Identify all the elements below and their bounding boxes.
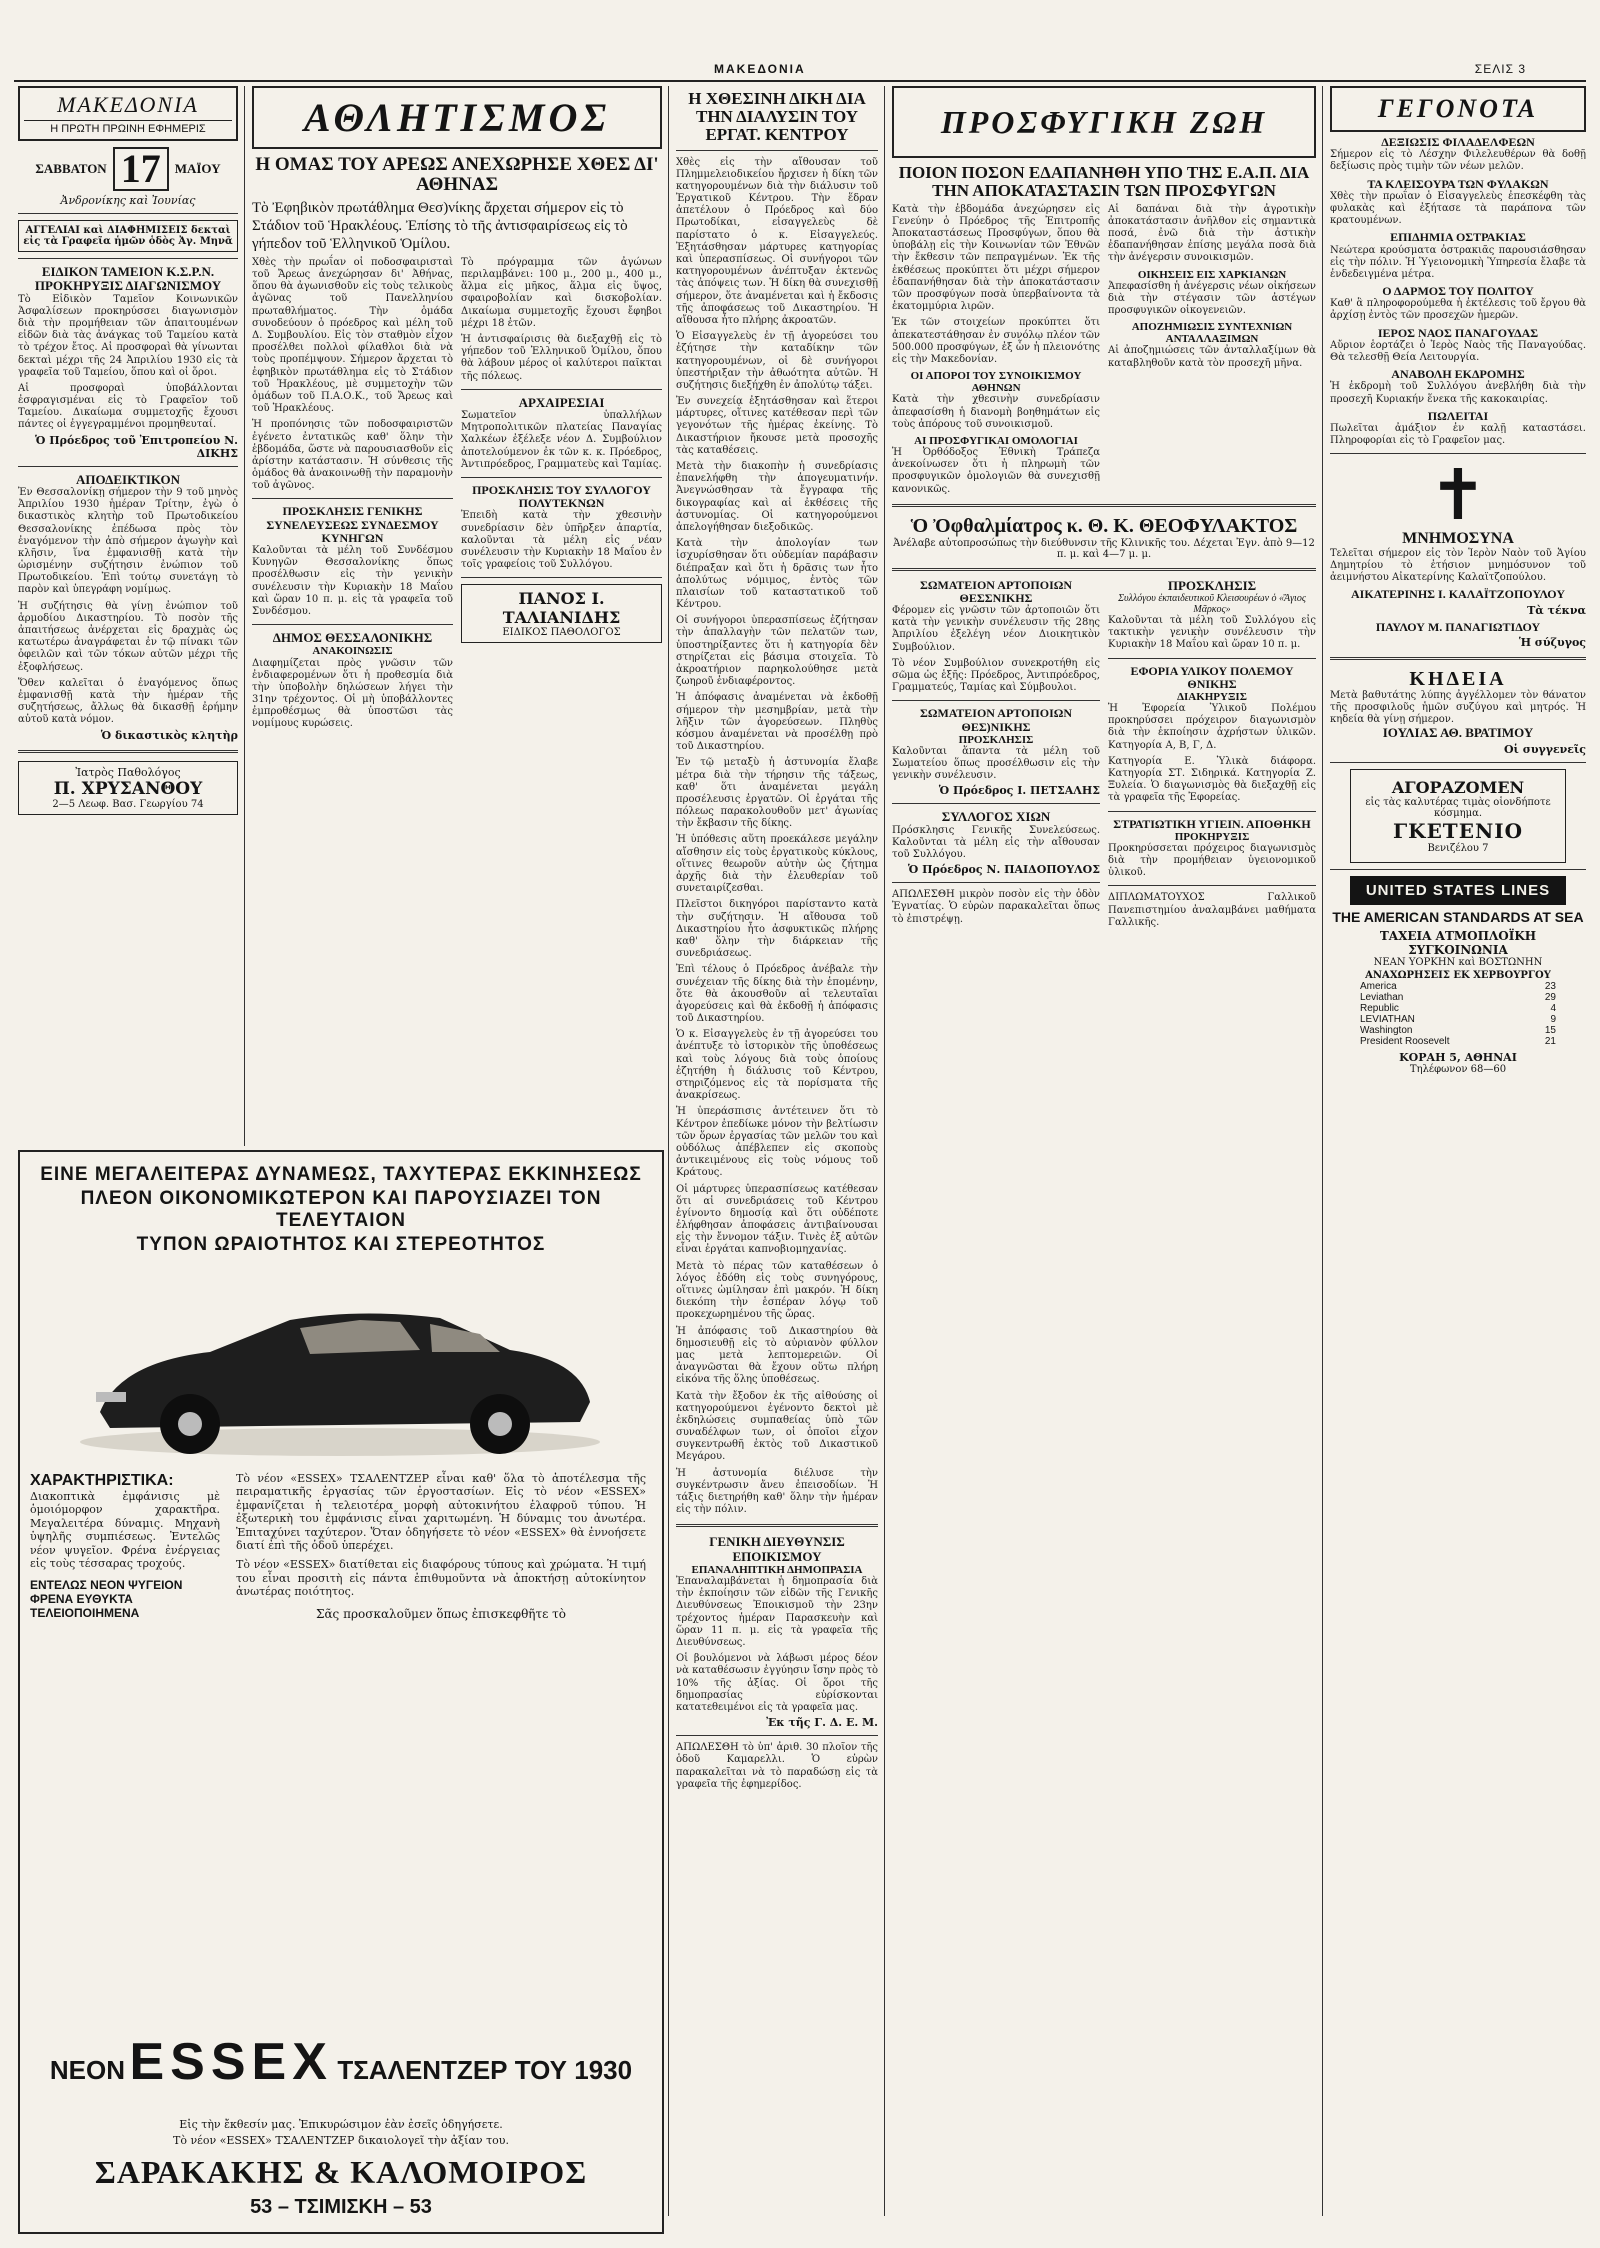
sports-lead: Τὸ Ἐφηβικὸν πρωτάθλημα Θεσ)νίκης ἄρχεται σήμερον εἰς τὸ Στάδιον τοῦ Ἡρακλέους. Ἐπίσης τὸ τῆς ἀντισφαιρίσεως εἰς τὸ γήπεδον τοῦ Ἑλληνικοῦ Ὁμίλου. — [252, 199, 628, 252]
usl-ship-name: Washington — [1360, 1024, 1413, 1036]
ephoria-heading: ΓΕΝΙΚΗ ΔΙΕΥΘΥΝΣΙΣ ΕΠΟΙΚΙΣΜΟΥ — [709, 1534, 845, 1564]
doctor-title: Ἰατρὸς Παθολόγος — [75, 765, 181, 779]
doctor-address: 2—5 Λεωφ. Βασ. Γεωργίου 74 — [52, 798, 204, 810]
funeral-body: Μετὰ βαθυτάτης λύπης ἀγγέλλομεν τὸν θάνατον τῆς προσφιλοῦς ἡμῶν συζύγου καὶ μητρός. Ἡ κηδεία θὰ γίνῃ σήμερον. — [1330, 689, 1586, 726]
diplomat-notice: ΔΙΠΛΩΜΑΤΟΥΧΟΣ Γαλλικοῦ Πανεπιστημίου ἀναλαμβάνει μαθήματα Γαλλικῆς. — [1108, 892, 1316, 928]
column-rule — [668, 86, 669, 2216]
essex-foot1: Εἰς τὴν ἔκθεσίν μας. Ἐπικυρώσιμον ἐὰν ἐσεῖς ὁδηγήσετε. — [179, 2118, 503, 2131]
column-rule — [1322, 86, 1323, 2216]
essex-copy-block: Τὸ νέον «ESSEX» ΤΣΑΛΕΝΤΖΕΡ εἶναι καθ' ὅλα τὸ ἀποτέλεσμα τῆς πειραματικῆς ἐργασίας τῶν ἐργοστασίων. Εἰς τὸ νέον «ESSEX» ἐμφανίζεται ἡ τελειοτέρα μορφὴ αὐτοκινήτου ἐλαφροῦ τύπου. Ἡ ἐξωτερικὴ του ἐμφάνισις εἶναι χαριτωμένη. Ἡ δύναμις του ἀνωτέρα. Ἐπιταχύνει ταχύτερον. Ὅταν ὁδηγήσετε τὸ νέον «ESSEX» θὰ ἐννοήσετε διατί ἐπὶ τῆς ὁδοῦ ὑπερέχει. Τὸ νέον «ESSEX» διατίθεται εἰς διαφόρους τύπους καὶ χρώματα. Ἡ τιμή του εἶναι προσιτὴ εἰς πάντα ἐπιθυμοῦντα νὰ ἀποκτήσῃ αὐτοκίνητον ἀνωτέρας ποιότητος. Σᾶς προσκαλοῦμεν ὅπως ἐπισκεφθῆτε τὸ — [236, 1472, 646, 1621]
memorial-sign1: Τὰ τέκνα — [1527, 603, 1586, 617]
competition-signature: Ὁ Πρόεδρος τοῦ Ἐπιτροπείου Ν. ΔΙΚΗΣ — [35, 433, 238, 460]
news-item2-heading: ΤΑ ΚΛΕΙΣΟΥΡΑ ΤΩΝ ΦΥΛΑΚΩΝ — [1367, 176, 1549, 191]
buy-name: ΓΚΕΤΕΝΙΟ — [1392, 818, 1523, 843]
essex-car-ad — [18, 1150, 664, 2234]
news-item5-body: Αὔριον ἑορτάζει ὁ Ἱερὸς Ναὸς τῆς Παναγούδας. Θὰ τελεσθῇ Θεία Λειτουργία. — [1330, 339, 1586, 363]
masthead-tagline: Η ΠΡΩΤΗ ΠΡΩΙΝΗ ΕΦΗΜΕΡΙΣ — [24, 120, 232, 135]
refugees-banner: ΠΡΟΣΦΥΓΙΚΗ ΖΩΗ — [892, 86, 1316, 158]
doctor2-ad — [461, 584, 662, 643]
memorial-body: Τελεῖται σήμερον εἰς τὸν Ἱερὸν Ναὸν τοῦ Ἁγίου Δημητρίου τὸ ἐτήσιον μνημόσυνον τοῦ ἀειμνήστου Αἰκατερίνης Καλαϊτζοπούλου. — [1330, 547, 1586, 584]
essex-dealer-address: 53 – ΤΣΙΜΙΣΚΗ – 53 — [250, 2196, 432, 2218]
doctor2-name: ΠΑΝΟΣ Ι. ΤΑΛΙΑΝΙΔΗΣ — [502, 589, 621, 628]
essex-headline — [20, 1152, 662, 1256]
refugees-sub3-body: Ἀπεφασίσθη ἡ ἀνέγερσις νέων οἰκήσεων διὰ τὴν στέγασιν τῶν ἀστέγων προσφυγικῶν οἰκογενειῶν. — [1108, 280, 1316, 317]
left-column: ΜΑΚΕΔΟΝΙΑ Η ΠΡΩΤΗ ΠΡΩΙΝΗ ΕΦΗΜΕΡΙΣ ΣΑΒΒΑΤΟΝ 17 ΜΑΪΟΥ Ἀνδρονίκης καὶ Ἰουνίας ΑΓΓΕΛΙΑΙ καὶ ΔΙΑΦΗΜΙΣΕΙΣ δεκταὶ εἰς τὰ Γραφεῖα ἡμῶν ὁδὸς Ἀγ. Μηνᾶ ΕΙΔΙΚΟΝ ΤΑΜΕΙΟΝ Κ.Σ.Ρ.Ν. ΠΡΟΚΗΡΥΞΙΣ ΔΙΑΓΩΝΙΣΜΟΥ Τὸ Εἰδικὸν Ταμεῖον Κοινωνικῶν Ἀσφαλίσεων προκηρύσσει διαγωνισμὸν διὰ τὴν προμήθειαν τῶν ἀπαιτουμένων εἰδῶν διὰ τὰς ἀνάγκας τοῦ Ταμείου κατὰ τὸ τρέχον ἔτος. Αἱ προσφοραὶ θὰ γίνωνται δεκταὶ μέχρι τῆς 24 Ἀπριλίου 1930 εἰς τὰ γραφεῖα τοῦ Ταμείου, ὅπου καὶ οἱ ὅροι. Αἱ προσφοραὶ ὑποβάλλονται ἐσφραγισμέναι εἰς τὸ Γραφεῖον τοῦ Ταμείου. Δικαίωμα συμμετοχῆς ἔχουσι πάντες οἱ ἐγγεγραμμένοι προμηθευταί. Ὁ Πρόεδρος τοῦ Ἐπιτροπείου Ν. ΔΙΚΗΣ ΑΠΟΔΕΙΚΤΙΚΟΝ Ἐν Θεσσαλονίκῃ σήμερον τὴν 9 τοῦ μηνὸς Ἀπριλίου 1930 ἡμέραν Τρίτην, ἐγὼ ὁ δικαστικὸς κλητὴρ τοῦ Πρωτοδικείου Θεσσαλονίκης ἐπέδωσα πρὸς τὸν ἐναγόμενον τὴν ἀπὸ σήμερον ἀγωγὴν καὶ κλῆσιν, ἵνα ἐμφανισθῇ κατὰ τὴν ὡρισμένην συζήτησιν ἐνώπιον τοῦ Πρωτοδικείου. Ἐπὶ τούτῳ συνετάγη τὸ παρὸν καὶ ὑπεγράφη νομίμως. Ἡ συζήτησις θὰ γίνῃ ἐνώπιον τοῦ ἁρμοδίου Δικαστηρίου. Τὸ ποσὸν τῆς ἀπαιτήσεως ἀνέρχεται εἰς δραχμὰς ὡς κατωτέρω ἀναγράφεται ἐν τῷ πίνακι τῶν ὀφειλῶν καὶ τῶν τόκων αὐτῶν μέχρι τῆς ἐξοφλήσεως. Ὅθεν καλεῖται ὁ ἐναγόμενος ὅπως ἐμφανισθῇ κατὰ τὴν ἡμέραν τῆς συζητήσεως, ἄλλως θὰ δικασθῇ ἐρήμην αὐτοῦ κατὰ νόμον. Ὁ δικαστικὸς κλητὴρ Ἰατρὸς Παθολόγος Π. ΧΡΥΣΑΝΘΟΥ 2—5 Λεωφ. Βασ. Γεωργίου 74 — [18, 86, 238, 1146]
issue-month: ΜΑΪΟΥ — [174, 161, 221, 176]
judicial-body: Ἐν Θεσσαλονίκῃ σήμερον τὴν 9 τοῦ μηνὸς Ἀπριλίου 1930 ἡμέραν Τρίτην, ἐγὼ ὁ δικαστικὸς κλητὴρ τοῦ Πρωτοδικείου Θεσσαλονίκης ἐπέδωσα πρὸς τὸν ἐναγόμενον τὴν ἀπὸ σήμερον ἀγωγὴν καὶ κλῆσιν, ἵνα ἐμφανισθῇ κατὰ τὴν ὡρισμένην συζήτησιν ἐνώπιον τοῦ Πρωτοδικείου. Ἐπὶ τούτῳ συνετάγη τὸ παρὸν καὶ ὑπεγράφη νομίμως. — [18, 486, 238, 596]
news-item2-body: Χθὲς τὴν πρωΐαν ὁ Εἰσαγγελεὺς ἐπεσκέφθη τὰς φυλακὰς καὶ ἐξήτασε τὰ παράπονα τῶν κρατουμένων. — [1330, 190, 1586, 227]
issue-day: 17 — [113, 147, 169, 191]
bakers2-signature: Ὁ Πρόεδρος Ι. ΠΕΤΣΑΛΗΣ — [938, 784, 1100, 798]
doctor2-title: ΕΙΔΙΚΟΣ ΠΑΘΟΛΟΓΟΣ — [502, 627, 621, 639]
municipal-heading: ΔΗΜΟΣ ΘΕΣΣΑΛΟΝΙΚΗΣ — [272, 630, 433, 646]
refugees-sub4-body: Αἱ ἀποζημιώσεις τῶν ἀνταλλαξίμων θὰ καταβληθοῦν κατὰ τὸν προσεχῆ μῆνα. — [1108, 345, 1316, 369]
usl-ship-date: 9 — [1550, 1013, 1556, 1025]
military-heading: ΣΤΡΑΤΙΩΤΙΚΗ ΥΓΙΕΙΝ. ΑΠΟΘΗΚΗ — [1113, 816, 1311, 831]
news-item3-body: Νεώτερα κρούσματα ὀστρακιᾶς παρουσιάσθησαν εἰς τὴν πόλιν. Ἡ Ὑγειονομικὴ Ὑπηρεσία ἔλαβε τὰ ἐνδεδειγμένα μέτρα. — [1330, 244, 1586, 280]
refugees-column: ΠΡΟΣΦΥΓΙΚΗ ΖΩΗ ΠΟΙΟΝ ΠΟΣΟΝ ΕΔΑΠΑΝΗΘΗ ΥΠΟ ΤΗΣ Ε.Α.Π. ΔΙΑ ΤΗΝ ΑΠΟΚΑΤΑΣΤΑΣΙΝ ΤΩΝ ΠΡΟΣΦΥΓΩΝ Κατὰ τὴν ἑβδομάδα ἀνεχώρησεν εἰς Γενεύην ὁ Πρόεδρος τῆς Ἐπιτροπῆς Ἀποκαταστάσεως Προσφύγων, ὅπου θὰ ὑποβάλῃ εἰς τὴν Κοινωνίαν τῶν Ἐθνῶν τὴν ἔκθεσιν τῶν πεπραγμένων. Ἐκ τῆς ἐκθέσεως προκύπτει ὅτι μέχρι σήμερον ἐδαπανήθησαν διὰ τὴν ἀποκατάστασιν τῶν προσφύγων ποσὰ ὑπερβαίνοντα τὰ ἑκατομμύρια λιρῶν. Ἐκ τῶν στοιχείων προκύπτει ὅτι ἀπεκατεστάθησαν ἐν συνόλῳ πλέον τῶν 500.000 προσφύγων, ἐξ ὧν ἡ πλειονότης εἰς τὴν Μακεδονίαν. ΟΙ ΑΠΟΡΟΙ ΤΟΥ ΣΥΝΟΙΚΙΣΜΟΥ ΑΘΗΝΩΝ Κατὰ τὴν χθεσινὴν συνεδρίασιν ἀπεφασίσθη ἡ διανομὴ βοηθημάτων εἰς τοὺς ἀπόρους τοῦ συνοικισμοῦ. ΑΙ ΠΡΟΣΦΥΓΙΚΑΙ ΟΜΟΛΟΓΙΑΙ Ἡ Ὀρθόδοξος Ἐθνικὴ Τράπεζα ἀνεκοίνωσεν ὅτι ἡ πληρωμὴ τῶν προσφυγικῶν ὁμολογιῶν θὰ συνεχισθῇ κανονικῶς. Αἱ δαπάναι διὰ τὴν ἀγροτικὴν ἀποκατάστασιν ἀνῆλθον εἰς σημαντικὰ ποσά, ἐνῶ διὰ τὴν ἀστικὴν ἐδαπανήθησαν ἐπίσης μεγάλα ποσὰ διὰ τὴν ἀνέγερσιν συνοικισμῶν. ΟΙΚΗΣΕΙΣ ΕΙΣ ΧΑΡΚΙΑΝΩΝ Ἀπεφασίσθη ἡ ἀνέγερσις νέων οἰκήσεων διὰ τὴν στέγασιν τῶν ἀστέγων προσφυγικῶν οἰκογενειῶν. ΑΠΟΖΗΜΙΩΣΙΣ ΣΥΝΤΕΧΝΙΩΝ ΑΝΤΑΛΛΑΞΙΜΩΝ Αἱ ἀποζημιώσεις τῶν ἀνταλλαξίμων θὰ καταβληθοῦν κατὰ τὸν προσεχῆ μῆνα. Ὁ Ὀφθαλμίατρος κ. Θ. Κ. ΘΕΟΦΥΛΑΚΤΟΣ Ἀνέλαβε αὐτοπροσώπως τὴν διεύθυνσιν τῆς Κλινικῆς του. Δέχεται Ἐγν. ἀπὸ 9—12 π. μ. καὶ 4—7 μ. μ. ΣΩΜΑΤΕΙΟΝ ΑΡΤΟΠΟΙΩΝ ΘΕΣΣΝΙΚΗΣ Φέρομεν εἰς γνῶσιν τῶν ἀρτοποιῶν ὅτι κατὰ τὴν γενικὴν συνέλευσιν τῆς 28ης Ἀπριλίου ἐξελέγη νέον Διοικητικὸν Συμβούλιον. Τὸ νέον Συμβούλιον συνεκροτήθη εἰς σῶμα ὡς ἑξῆς: Πρόεδρος, Ἀντιπρόεδρος, Γραμματεύς, Ταμίας καὶ Σύμβουλοι. ΣΩΜΑΤΕΙΟΝ ΑΡΤΟΠΟΙΩΝ ΘΕΣ)ΝΙΚΗΣ ΠΡΟΣΚΛΗΣΙΣ Καλοῦνται ἅπαντα τὰ μέλη τοῦ Σωματείου ὅπως προσέλθωσιν εἰς τὴν γενικὴν συνέλευσιν. Ὁ Πρόεδρος Ι. ΠΕΤΣΑΛΗΣ ΣΥΛΛΟΓΟΣ ΧΙΩΝ Πρόσκλησις Γενικῆς Συνελεύσεως. Καλοῦνται τὰ μέλη εἰς τὴν αἴθουσαν τοῦ Συλλόγου. Ὁ Πρόεδρος Ν. ΠΑΙΔΟΠΟΥΛΟΣ ΑΠΩΛΕΣΘΗ μικρὸν ποσὸν εἰς τὴν ὁδὸν Ἐγνατίας. Ὁ εὑρὼν παρακαλεῖται ὅπως τὸ ἐπιστρέψῃ. ΠΡΟΣΚΛΗΣΙΣ Συλλόγου ἐκπαιδευτικοῦ Κλεισουρέων ὁ «Ἅγιος Μᾶρκος» Καλοῦνται τὰ μέλη τοῦ Συλλόγου εἰς τακτικὴν γενικὴν συνέλευσιν τὴν Κυριακὴν 18 Μαΐου καὶ ὥραν 10 π. μ. ΕΦΟΡΙΑ ΥΛΙΚΟΥ ΠΟΛΕΜΟΥ ΘΝΙΚΗΣ ΔΙΑΚΗΡΥΞΙΣ Ἡ Ἐφορεία Ὑλικοῦ Πολέμου προκηρύσσει πρόχειρον διαγωνισμὸν διὰ τὴν ἐκποίησιν ἀχρήστων ὑλικῶν. Κατηγορία Α, Β, Γ, Δ. Κατηγορία Ε. Ὑλικὰ διάφορα. Κατηγορία ΣΤ. Σιδηρικά. Κατηγορία Ζ. Ξυλεία. Ὁ διαγωνισμὸς θὰ διεξαχθῇ εἰς τὰ γραφεῖα τῆς Ἐφορείας. ΣΤΡΑΤΙΩΤΙΚΗ ΥΓΙΕΙΝ. ΑΠΟΘΗΚΗ ΠΡΟΚΗΡΥΞΙΣ Προκηρύσσεται πρόχειρος διαγωνισμὸς διὰ τὴν προμήθειαν ὑγειονομικοῦ ὑλικοῦ. ΔΙΠΛΩΜΑΤΟΥΧΟΣ Γαλλικοῦ Πανεπιστημίου ἀναλαμβάνει μαθήματα Γαλλικῆς. — [892, 86, 1316, 2216]
military-subheading: ΠΡΟΚΗΡΥΞΙΣ — [1174, 830, 1250, 843]
buy-body: εἰς τὰς καλυτέρας τιμὰς οἱονδήποτε κόσμημα. — [1365, 796, 1551, 819]
news-item7-heading: ΠΩΛΕΙΤΑΙ — [1427, 408, 1489, 423]
bakers2-subheading: ΠΡΟΣΚΛΗΣΙΣ — [958, 733, 1034, 746]
usl-ship-date: 4 — [1550, 1002, 1556, 1014]
usl-ship-row — [1360, 1014, 1556, 1025]
usl-agent: ΚΟΡΑΗ 5, ΑΘΗΝΑΙ — [1399, 1050, 1517, 1064]
running-head — [14, 60, 1586, 82]
usl-telephone: Τηλέφωνον 68—60 — [1409, 1063, 1507, 1075]
archaeresiai-body: Σωματεῖον ὑπαλλήλων Μητροπολιτικῶν πλατείας Παναγίας Χαλκέων ἐξέλεξε νέον Δ. Συμβούλιον ἀποτελούμενον ἐκ τῶν κ. κ. Πρόεδρος, Ἀντιπρόεδρος, Γραμματεὺς καὶ Ταμίας. — [461, 410, 662, 470]
chios-body: Πρόσκλησις Γενικῆς Συνελεύσεως. Καλοῦνται τὰ μέλη εἰς τὴν αἴθουσαν τοῦ Συλλόγου. — [892, 824, 1100, 861]
apoleia-notice: ΑΠΩΛΕΣΘΗ μικρὸν ποσὸν εἰς τὴν ὁδὸν Ἐγνατίας. Ὁ εὑρὼν παρακαλεῖται ὅπως τὸ ἐπιστρέψῃ. — [892, 889, 1100, 925]
issue-weekday: ΣΑΒΒΑΤΟΝ — [35, 161, 107, 176]
buy-address: Βενιζέλου 7 — [1427, 842, 1489, 854]
usl-ship-row — [1360, 992, 1556, 1003]
cross-icon: ✝ — [1428, 454, 1488, 537]
issue-feast: Ἀνδρονίκης καὶ Ἰουνίας — [60, 194, 196, 207]
usl-ship-name: President Roosevelt — [1360, 1035, 1450, 1047]
issue-date — [18, 147, 238, 191]
column-rule — [244, 86, 245, 1146]
essex-dealer: ΣΑΡΑΚΑΚΗΣ & ΚΑΛΟΜΟΙΡΟΣ — [94, 2154, 588, 2190]
chios-heading: ΣΥΛΛΟΓΟΣ ΧΙΩΝ — [941, 809, 1051, 825]
bakers-body: Φέρομεν εἰς γνῶσιν τῶν ἀρτοποιῶν ὅτι κατὰ τὴν γενικὴν συνέλευσιν τῆς 28ης Ἀπριλίου ἐξελέγη νέον Διοικητικὸν Συμβούλιον. — [892, 605, 1100, 653]
doctor-name: Π. ΧΡΥΣΑΝΘΟΥ — [53, 778, 203, 799]
bakers2-body: Καλοῦνται ἅπαντα τὰ μέλη τοῦ Σωματείου ὅπως προσέλθωσιν εἰς τὴν γενικὴν συνέλευσιν. — [892, 745, 1100, 782]
essex-perfected: ΤΕΛΕΙΟΠΟΙΗΜΕΝΑ — [30, 1606, 140, 1621]
buy-title: ΑΓΟΡΑΖΟΜΕΝ — [1391, 777, 1525, 797]
news-item4-body: Καθ' ἃ πληροφορούμεθα ἡ ἐκτέλεσις τοῦ ἔργου θὰ ἀρχίσῃ ἐντὸς τῶν προσεχῶν ἡμερῶν. — [1330, 298, 1586, 322]
news-item1-heading: ΔΕΞΙΩΣΙΣ ΦΙΛΑΔΕΛΦΕΩΝ — [1381, 135, 1535, 149]
usl-sub: ΝΕΑΝ ΥΟΡΚΗΝ καὶ ΒΟΣΤΩΝΗΝ — [1373, 956, 1543, 968]
invite2-subheading: Συλλόγου ἐκπαιδευτικοῦ Κλεισουρέων ὁ «Ἅγιος Μᾶρκος» — [1118, 593, 1306, 616]
news-item5-heading: ΙΕΡΟΣ ΝΑΟΣ ΠΑΝΑΓΟΥΔΑΣ — [1377, 325, 1539, 340]
usl-ship-name: LEVIATHAN — [1360, 1013, 1415, 1025]
usl-ship-date: 29 — [1544, 991, 1556, 1003]
running-head-title: ΜΑΚΕΔΟΝΙΑ — [714, 62, 806, 76]
refugees-sub3: ΟΙΚΗΣΕΙΣ ΕΙΣ ΧΑΡΚΙΑΝΩΝ — [1137, 268, 1287, 281]
news-column — [1330, 86, 1586, 2216]
ephoria2-heading: ΕΦΟΡΙΑ ΥΛΙΚΟΥ ΠΟΛΕΜΟΥ ΘΝΙΚΗΣ — [1130, 663, 1294, 691]
doctor-ad — [18, 761, 238, 815]
competition-heading: ΕΙΔΙΚΟΝ ΤΑΜΕΙΟΝ Κ.Σ.Ρ.Ν. ΠΡΟΚΗΡΥΞΙΣ ΔΙΑΓΩΝΙΣΜΟΥ — [34, 264, 222, 294]
usl-ship-date: 23 — [1544, 980, 1556, 992]
usl-departures-label: ΑΝΑΧΩΡΗΣΕΙΣ ΕΚ ΧΕΡΒΟΥΡΓΟΥ — [1365, 969, 1551, 981]
news-item1-body: Σήμερον εἰς τὸ Λέσχην Φιλελευθέρων θὰ δοθῇ δεξίωσις πρὸς τιμὴν τῶν νέων μελῶν. — [1330, 149, 1586, 173]
refugees-sub1-body: Κατὰ τὴν χθεσινὴν συνεδρίασιν ἀπεφασίσθη ἡ διανομὴ βοηθημάτων εἰς τοὺς ἀπόρους τοῦ συνοικισμοῦ. — [892, 394, 1100, 430]
sports-banner: ΑΘΛΗΤΙΣΜΟΣ — [252, 86, 662, 149]
hunters-body: Καλοῦνται τὰ μέλη τοῦ Συνδέσμου Κυνηγῶν Θεσσαλονίκης ὅπως προσέλθωσιν εἰς τὴν γενικὴν συνέλευσιν τὴν Κυριακὴν 18 Μαΐου καὶ ὥραν 10 π. μ. εἰς τὰ γραφεῖα τοῦ Συνδέσμου. — [252, 545, 453, 617]
usl-ship-name: Leviathan — [1360, 991, 1404, 1003]
refugees-headline: ΠΟΙΟΝ ΠΟΣΟΝ ΕΔΑΠΑΝΗΘΗ ΥΠΟ ΤΗΣ Ε.Α.Π. ΔΙΑ ΤΗΝ ΑΠΟΚΑΤΑΣΤΑΣΙΝ ΤΩΝ ΠΡΟΣΦΥΓΩΝ — [898, 163, 1310, 200]
essex-features-body: Διακοπτικὰ ἐμφάνισις μὲ ὁμοιόμορφον χαρακτῆρα. Μεγαλειτέρα δύναμις. Μηχανὴ ὑψηλῆς συμπιέσεως. Ἐντελῶς νέον ψυγεῖον. Φρένα ἐνέργειας εἰς τοὺς τέσσαρας τροχούς. — [30, 1490, 220, 1571]
refugees-sub2-body: Ἡ Ὀρθόδοξος Ἐθνικὴ Τράπεζα ἀνεκοίνωσεν ὅτι ἡ πληρωμὴ τῶν προσφυγικῶν ὁμολογιῶν θὰ συνεχισθῇ κανονικῶς. — [892, 446, 1100, 495]
usl-ship-date: 15 — [1544, 1024, 1556, 1036]
archaeresiai-heading: ΑΡΧΑΙΡΕΣΙΑΙ — [518, 394, 605, 410]
judicial-heading: ΑΠΟΔΕΙΚΤΙΚΟΝ — [76, 471, 180, 487]
municipal-body: Διαφημίζεται πρὸς γνῶσιν τῶν ἐνδιαφερομένων ὅτι ἡ προθεσμία διὰ τὴν ὑποβολὴν δηλώσεων λήγει τὴν 31ην τρέχοντος. Οἱ μὴ ὑποβάλλοντες ἐμπροθέσμως θὰ ὑποστῶσι τὰς νομίμους κυρώσεις. — [252, 657, 453, 730]
ephoria-signature: Ἐκ τῆς Γ. Δ. Ε. Μ. — [766, 1716, 878, 1730]
essex-model-brand: ESSEX — [129, 2033, 333, 2091]
essex-cta: Σᾶς προσκαλοῦμεν ὅπως ἐπισκεφθῆτε τὸ — [315, 1606, 567, 1621]
usl-logo: UNITED STATES LINES — [1350, 876, 1566, 905]
news-item6-body: Ἡ ἐκδρομὴ τοῦ Συλλόγου ἀνεβλήθη διὰ τὴν προσεχῆ Κυριακήν ἕνεκα τῆς κακοκαιρίας. — [1330, 381, 1586, 405]
funeral-name: ΙΟΥΛΙΑΣ ΑΘ. ΒΡΑΤΙΜΟΥ — [1382, 725, 1534, 741]
essex-headline-line: ΕΙΝΕ ΜΕΓΑΛΕΙΤΕΡΑΣ ΔΥΝΑΜΕΩΣ, ΤΑΧΥΤΕΡΑΣ ΕΚΚΙΝΗΣΕΩΣ — [40, 1164, 642, 1185]
usl-ship-name: Republic — [1360, 1002, 1399, 1014]
chios-signature: Ὁ Πρόεδρος Ν. ΠΑΙΔΟΠΟΥΛΟΣ — [908, 863, 1100, 877]
essex-foot2: Τὸ νέον «ESSEX» ΤΣΑΛΕΝΤΖΕΡ δικαιολογεῖ τὴν ἀξίαν του. — [173, 2134, 509, 2147]
news-item4-heading: Ο ΔΑΡΜΟΣ ΤΟΥ ΠΟΛΙΤΟΥ — [1382, 284, 1534, 299]
refugees-sub4: ΑΠΟΖΗΜΙΩΣΙΣ ΣΥΝΤΕΧΝΙΩΝ ΑΝΤΑΛΛΑΞΙΜΩΝ — [1131, 321, 1293, 346]
optician-sub: Ἀνέλαβε αὐτοπροσώπως τὴν διεύθυνσιν τῆς Κλινικῆς του. Δέχεται Ἐγν. ἀπὸ 9—12 π. μ. καὶ 4—7 μ. μ. — [893, 537, 1315, 560]
essex-features-title: ΧΑΡΑΚΤΗΡΙΣΤΙΚΑ: — [30, 1472, 174, 1489]
essex-model — [30, 2032, 652, 2092]
competition-body: Τὸ Εἰδικὸν Ταμεῖον Κοινωνικῶν Ἀσφαλίσεων προκηρύσσει διαγωνισμὸν διὰ τὴν προμήθειαν τῶν ἀπαιτουμένων εἰδῶν διὰ τὰς ἀνάγκας τοῦ Ταμείου κατὰ τὸ τρέχον ἔτος. Αἱ προσφοραὶ θὰ γίνωνται δεκταὶ μέχρι τῆς 24 Ἀπριλίου 1930 εἰς τὰ γραφεῖα τοῦ Ταμείου, ὅπου καὶ οἱ ὅροι. — [18, 293, 238, 378]
invite-heading: ΠΡΟΣΚΛΗΣΙΣ ΤΟΥ ΣΥΛΛΟΓΟΥ ΠΟΛΥΤΕΚΝΩΝ — [472, 482, 651, 511]
refugees-body: Κατὰ τὴν ἑβδομάδα ἀνεχώρησεν εἰς Γενεύην ὁ Πρόεδρος τῆς Ἐπιτροπῆς Ἀποκαταστάσεως Προσφύγων, ὅπου θὰ ὑποβάλῃ εἰς τὴν Κοινωνίαν τῶν Ἐθνῶν τὴν ἔκθεσιν τῶν πεπραγμένων. Ἐκ τῆς ἐκθέσεως προκύπτει ὅτι μέχρι σήμερον ἐδαπανήθησαν διὰ τὴν ἀποκατάστασιν τῶν προσφύγων ποσὰ ὑπερβαίνοντα τὰ ἑκατομμύρια λιρῶν. — [892, 203, 1100, 313]
masthead — [18, 86, 238, 141]
ephoria2-body: Ἡ Ἐφορεία Ὑλικοῦ Πολέμου προκηρύσσει πρόχειρον διαγωνισμὸν διὰ τὴν ἐκποίησιν ἀχρήστων ὑλικῶν. Κατηγορία Α, Β, Γ, Δ. — [1108, 703, 1316, 751]
ephoria-body: Ἐπαναλαμβάνεται ἡ δημοπρασία διὰ τὴν ἐκποίησιν τῶν εἰδῶν τῆς Γενικῆς Διευθύνσεως Ἐποικισμοῦ τὴν 23ην τρέχοντος ἡμέραν Παρασκευὴν καὶ ὥραν 11 π. μ. εἰς τὰ γραφεῖα τῆς Διευθύνσεως. — [676, 1576, 878, 1649]
invite2-body: Καλοῦνται τὰ μέλη τοῦ Συλλόγου εἰς τακτικὴν γενικὴν συνέλευσιν τὴν Κυριακὴν 18 Μαΐου καὶ ὥραν 10 π. μ. — [1108, 615, 1316, 651]
masthead-title: ΜΑΚΕΔΟΝΙΑ — [57, 92, 199, 117]
usl-ship-row — [1360, 1003, 1556, 1014]
usl-ship-row — [1360, 1025, 1556, 1036]
memorial-sign2: Ἡ σύζυγος — [1518, 635, 1586, 649]
ephoria2-subheading: ΔΙΑΚΗΡΥΞΙΣ — [1177, 690, 1247, 703]
usl-ship-date: 21 — [1544, 1035, 1556, 1047]
ads-notice: ΑΓΓΕΛΙΑΙ καὶ ΔΙΑΦΗΜΙΣΕΙΣ δεκταὶ εἰς τὰ Γραφεῖα ἡμῶν ὁδὸς Ἀγ. Μηνᾶ — [18, 220, 238, 252]
trial-headline: Η ΧΘΕΣΙΝΗ ΔΙΚΗ ΔΙΑ ΤΗΝ ΔΙΑΛΥΣΙΝ ΤΟΥ ΕΡΓΑΤ. ΚΕΝΤΡΟΥ — [688, 89, 866, 144]
invite-body: Ἐπειδὴ κατὰ τὴν χθεσινὴν συνεδρίασιν δὲν ὑπῆρξεν ἀπαρτία, καλοῦνται τὰ μέλη εἰς νέαν συνέλευσιν τὴν Κυριακὴν 18 Μαΐου ἐν τοῖς γραφείοις τοῦ Συλλόγου. — [461, 510, 662, 571]
news-banner: ΓΕΓΟΝΟΤΑ — [1330, 86, 1586, 132]
funeral-signature: Οἱ συγγενεῖς — [1503, 742, 1586, 756]
news-item7-body: Πωλεῖται ἀμάξιον ἐν καλῇ καταστάσει. Πληροφορίαι εἰς τὸ Γραφεῖον μας. — [1330, 422, 1586, 447]
essex-features — [30, 1472, 220, 1620]
essex-headline-line: ΠΛΕΟΝ ΟΙΚΟΝΟΜΙΚΩΤΕΡΟΝ ΚΑΙ ΠΑΡΟΥΣΙΑΖΕΙ ΤΟΝ ΤΕΛΕΥΤΑΙΟΝ — [80, 1188, 602, 1231]
refugees-sub2: ΑΙ ΠΡΟΣΦΥΓΙΚΑΙ ΟΜΟΛΟΓΙΑΙ — [914, 434, 1078, 447]
municipal-subheading: ΑΝΑΚΟΙΝΩΣΙΣ — [312, 645, 393, 658]
united-states-lines-ad — [1330, 876, 1586, 1075]
memorial-name1: ΑΙΚΑΤΕΡΙΝΗΣ Ι. ΚΑΛΑΪΤΖΟΠΟΥΛΟΥ — [1351, 587, 1565, 602]
news-item3-heading: ΕΠΙΔΗΜΙΑ ΟΣΤΡΑΚΙΑΣ — [1390, 230, 1526, 245]
bakers-heading: ΣΩΜΑΤΕΙΟΝ ΑΡΤΟΠΟΙΩΝ ΘΕΣΣΝΙΚΗΣ — [919, 577, 1073, 605]
funeral-heading: ΚΗΔΕΙΑ — [1409, 667, 1507, 690]
optician-ad: Ὁ Ὀφθαλμίατρος κ. Θ. Κ. ΘΕΟΦΥΛΑΚΤΟΣ — [910, 514, 1298, 537]
memorial-name2: ΠΑΥΛΟΥ Μ. ΠΑΝΑΓΙΩΤΙΔΟΥ — [1375, 619, 1541, 634]
invite2-heading: ΠΡΟΣΚΛΗΣΙΣ — [1167, 577, 1257, 593]
usl-ship-list — [1330, 981, 1586, 1047]
judicial-signature: Ὁ δικαστικὸς κλητὴρ — [100, 728, 238, 742]
bakers2-heading: ΣΩΜΑΤΕΙΟΝ ΑΡΤΟΠΟΙΩΝ ΘΕΣ)ΝΙΚΗΣ — [919, 706, 1073, 734]
memorial-heading: ΜΝΗΜΟΣΥΝΑ — [1402, 530, 1514, 548]
running-head-page: ΣΕΛΙΣ 3 — [1474, 62, 1526, 76]
sports-body: Χθὲς τὴν πρωΐαν οἱ ποδοσφαιρισταὶ τοῦ Ἄρεως ἀνεχώρησαν δι' Ἀθήνας, ὅπου θὰ ἀγωνισθοῦν εἰς τοὺς τελικοὺς ἀγῶνας τοῦ Πανελληνίου πρωταθλήματος. Τὴν ὁμάδα συνοδεύουν ὁ πρόεδρος καὶ μέλη τοῦ Δ. Συμβουλίου. Εἰς τὸν σταθμὸν εἶχον προσέλθει πολλοὶ φίλαθλοι διὰ νὰ τοὺς προπέμψουν. Σήμερον ἄρχεται τὸ ἐφηβικὸν πρωτάθλημα εἰς τὸ Στάδιον τοῦ Ἡρακλέους, μὲ συμμετοχὴν τῶν ὁμάδων τοῦ Π.Α.Ο.Κ., τοῦ Ἄρεως καὶ τοῦ Ἡρακλέους. — [252, 256, 453, 415]
buy-jewels-ad — [1350, 769, 1566, 863]
refugees-sub1: ΟΙ ΑΠΟΡΟΙ ΤΟΥ ΣΥΝΟΙΚΙΣΜΟΥ ΑΘΗΝΩΝ — [910, 370, 1082, 395]
essex-features-end: ΕΝΤΕΛΩΣ ΝΕΟΝ ΨΥΓΕΙΟΝ ΦΡΕΝΑ ΕΥΘΥΚΤΑ — [30, 1578, 183, 1607]
essex-model-pre: ΝΕΟΝ — [49, 2055, 126, 2085]
column-rule — [884, 86, 885, 2216]
sports-headline: Η ΟΜΑΣ ΤΟΥ ΑΡΕΩΣ ΑΝΕΧΩΡΗΣΕ ΧΘΕΣ ΔΙ' ΑΘΗΝΑΣ — [255, 154, 659, 195]
car-illustration — [60, 1272, 620, 1462]
usl-ship-row — [1360, 981, 1556, 992]
sports-column: ΑΘΛΗΤΙΣΜΟΣ Η ΟΜΑΣ ΤΟΥ ΑΡΕΩΣ ΑΝΕΧΩΡΗΣΕ ΧΘΕΣ ΔΙ' ΑΘΗΝΑΣ Τὸ Ἐφηβικὸν πρωτάθλημα Θεσ)νίκης ἄρχεται σήμερον εἰς τὸ Στάδιον τοῦ Ἡρακλέους. Ἐπίσης τὸ τῆς ἀντισφαιρίσεως εἰς τὸ γήπεδον τοῦ Ἑλληνικοῦ Ὁμίλου. Χθὲς τὴν πρωΐαν οἱ ποδοσφαιρισταὶ τοῦ Ἄρεως ἀνεχώρησαν δι' Ἀθήνας, ὅπου θὰ ἀγωνισθοῦν εἰς τοὺς τελικοὺς ἀγῶνας τοῦ Πανελληνίου πρωταθλήματος. Τὴν ὁμάδα συνοδεύουν ὁ πρόεδρος καὶ μέλη τοῦ Δ. Συμβουλίου. Εἰς τὸν σταθμὸν εἶχον προσέλθει πολλοὶ φίλαθλοι διὰ νὰ τοὺς προπέμψουν. Σήμερον ἄρχεται τὸ ἐφηβικὸν πρωτάθλημα εἰς τὸ Στάδιον τοῦ Ἡρακλέους, μὲ συμμετοχὴν τῶν ὁμάδων τοῦ Π.Α.Ο.Κ., τοῦ Ἄρεως καὶ τοῦ Ἡρακλέους. Ἡ προπόνησις τῶν ποδοσφαιριστῶν ἐγένετο ἐντατικῶς καθ' ὅλην τὴν ἑβδομάδα, ὥστε νὰ παρουσιασθοῦν εἰς ἀρίστην κατάστασιν. Ἡ σύνθεσις τῆς ὁμάδος θὰ ἀνακοινωθῇ τὴν παραμονὴν τοῦ ἀγῶνος. ΠΡΟΣΚΛΗΣΙΣ ΓΕΝΙΚΗΣ ΣΥΝΕΛΕΥΣΕΩΣ ΣΥΝΔΕΣΜΟΥ ΚΥΝΗΓΩΝ Καλοῦνται τὰ μέλη τοῦ Συνδέσμου Κυνηγῶν Θεσσαλονίκης ὅπως προσέλθωσιν εἰς τὴν γενικὴν συνέλευσιν τὴν Κυριακὴν 18 Μαΐου καὶ ὥραν 10 π. μ. εἰς τὰ γραφεῖα τοῦ Συνδέσμου. ΔΗΜΟΣ ΘΕΣΣΑΛΟΝΙΚΗΣ ΑΝΑΚΟΙΝΩΣΙΣ Διαφημίζεται πρὸς γνῶσιν τῶν ἐνδιαφερομένων ὅτι ἡ προθεσμία διὰ τὴν ὑποβολὴν δηλώσεων λήγει τὴν 31ην τρέχοντος. Οἱ μὴ ὑποβάλλοντες ἐμπροθέσμως θὰ ὑποστῶσι τὰς νομίμους κυρώσεις. Τὸ πρόγραμμα τῶν ἀγώνων περιλαμβάνει: 100 μ., 200 μ., 400 μ., ἅλμα εἰς μῆκος, ἅλμα εἰς ὕψος, σφαιροβολίαν καὶ δισκοβολίαν. Δικαίωμα συμμετοχῆς ἔχουσι ἔφηβοι μέχρι 18 ἐτῶν. Ἡ ἀντισφαίρισις θὰ διεξαχθῇ εἰς τὸ γήπεδον τοῦ Ἑλληνικοῦ Ὁμίλου, ὅπου θὰ λάβουν μέρος οἱ καλύτεροι παῖκται τῆς πόλεως. ΑΡΧΑΙΡΕΣΙΑΙ Σωματεῖον ὑπαλλήλων Μητροπολιτικῶν πλατείας Παναγίας Χαλκέων ἐξέλεξε νέον Δ. Συμβούλιον ἀποτελούμενον ἐκ τῶν κ. κ. Πρόεδρος, Ἀντιπρόεδρος, Γραμματεὺς καὶ Ταμίας. ΠΡΟΣΚΛΗΣΙΣ ΤΟΥ ΣΥΛΛΟΓΟΥ ΠΟΛΥΤΕΚΝΩΝ Ἐπειδὴ κατὰ τὴν χθεσινὴν συνεδρίασιν δὲν ὑπῆρξεν ἀπαρτία, καλοῦνται τὰ μέλη εἰς νέαν συνέλευσιν τὴν Κυριακὴν 18 Μαΐου ἐν τοῖς γραφείοις τοῦ Συλλόγου. ΠΑΝΟΣ Ι. ΤΑΛΙΑΝΙΔΗΣ ΕΙΔΙΚΟΣ ΠΑΘΟΛΟΓΟΣ — [252, 86, 662, 1146]
essex-headline-line: ΤΥΠΟΝ ΩΡΑΙΟΤΗΤΟΣ ΚΑΙ ΣΤΕΡΕΟΤΗΤΟΣ — [136, 1234, 546, 1255]
essex-copy: Τὸ νέον «ESSEX» ΤΣΑΛΕΝΤΖΕΡ εἶναι καθ' ὅλα τὸ ἀποτέλεσμα τῆς πειραματικῆς ἐργασίας τῶν ἐργοστασίων. Εἰς τὸ νέον «ESSEX» ἐμφανίζεται ἡ τελειοτέρα μορφὴ αὐτοκινήτου ἐλαφροῦ τύπου. Ἡ ἐξωτερικὴ του ἐμφάνισις εἶναι χαριτωμένη. Ἡ δύναμις του ἀνωτέρα. Ἐπιταχύνει ταχύτερον. Ὅταν ὁδηγήσετε τὸ νέον «ESSEX» θὰ ἐννοήσετε διατί ἐπὶ τῆς ὁδοῦ ὑπερέχει. — [236, 1472, 646, 1553]
trial-body: Χθὲς εἰς τὴν αἴθουσαν τοῦ Πλημμελειοδικείου ἤρχισεν ἡ δίκη τῶν κατηγορουμένων διὰ τὴν διάλυσιν τοῦ Ἐργατικοῦ Κέντρου. Τὴν ἕδραν ἀπετέλουν ὁ Πρόεδρος καὶ δύο Πρωτοδίκαι, εἰσαγγελεὺς δὲ παρίστατο ὁ κ. Εἰσαγγελεύς. Ἐξητάσθησαν μάρτυρες κατηγορίας καὶ ὑπερασπίσεως. Οἱ συνήγοροι τῶν κατηγορουμένων ἀνέπτυξαν ἐκτενῶς τὰς ἀπόψεις των. Ἡ δίκη θὰ συνεχισθῇ σήμερον, ὅτε ἀναμένεται καὶ ἡ ἔκδοσις τῆς ἀποφάσεως τοῦ Δικαστηρίου. Ἡ αἴθουσα ἦτο πλήρης ἀκροατῶν. — [676, 156, 878, 326]
usl-ship-row — [1360, 1036, 1556, 1047]
usl-ship-name: America — [1360, 980, 1397, 992]
hunters-heading: ΠΡΟΣΚΛΗΣΙΣ ΓΕΝΙΚΗΣ ΣΥΝΕΛΕΥΣΕΩΣ ΣΥΝΔΕΣΜΟΥ ΚΥΝΗΓΩΝ — [266, 504, 439, 545]
ephoria-subheading: ΕΠΑΝΑΛΗΠΤΙΚΗ ΔΗΜΟΠΡΑΣΙΑ — [691, 1564, 863, 1576]
usl-slogan: THE AMERICAN STANDARDS AT SEA — [1332, 908, 1584, 925]
essex-model-post: ΤΣΑΛΕΝΤΖΕΡ ΤΟΥ 1930 — [337, 2055, 633, 2085]
news-item6-heading: ΑΝΑΒΟΛΗ ΕΚΔΡΟΜΗΣ — [1391, 367, 1525, 382]
apolesthen-notice: ΑΠΩΛΕΣΘΗ τὸ ὑπ' ἀριθ. 30 πλοῖον τῆς ὁδοῦ Καμαρελλι. Ὁ εὑρὼν παρακαλεῖται νὰ τὸ παραδώσῃ εἰς τὰ γραφεῖα τῆς ἐφημερίδος. — [676, 1742, 878, 1790]
usl-heading: ΤΑΧΕΙΑ ΑΤΜΟΠΛΟΪΚΗ ΣΥΓΚΟΙΝΩΝΙΑ — [1379, 928, 1537, 957]
military-body: Προκηρύσσεται πρόχειρος διαγωνισμὸς διὰ τὴν προμήθειαν ὑγειονομικοῦ ὑλικοῦ. — [1108, 842, 1316, 879]
trial-column: Η ΧΘΕΣΙΝΗ ΔΙΚΗ ΔΙΑ ΤΗΝ ΔΙΑΛΥΣΙΝ ΤΟΥ ΕΡΓΑΤ. ΚΕΝΤΡΟΥ Χθὲς εἰς τὴν αἴθουσαν τοῦ Πλημμελειοδικείου ἤρχισεν ἡ δίκη τῶν κατηγορουμένων διὰ τὴν διάλυσιν τοῦ Ἐργατικοῦ Κέντρου. Τὴν ἕδραν ἀπετέλουν ὁ Πρόεδρος καὶ δύο Πρωτοδίκαι, εἰσαγγελεὺς δὲ παρίστατο ὁ κ. Εἰσαγγελεύς. Ἐξητάσθησαν μάρτυρες κατηγορίας καὶ ὑπερασπίσεως. Οἱ συνήγοροι τῶν κατηγορουμένων ἀνέπτυξαν ἐκτενῶς τὰς ἀπόψεις των. Ἡ δίκη θὰ συνεχισθῇ σήμερον, ὅτε ἀναμένεται καὶ ἡ ἔκδοσις τῆς ἀποφάσεως τοῦ Δικαστηρίου. Ἡ αἴθουσα ἦτο πλήρης ἀκροατῶν. Ὁ Εἰσαγγελεὺς ἐν τῇ ἀγορεύσει του ἐζήτησε τὴν καταδίκην τῶν κατηγορουμένων, οἱ δὲ συνήγοροι ὑπεστήριξαν τὴν ἀθωότητα αὐτῶν. Ἡ συζήτησις διεξήχθη ἐν ἀπολύτῳ τάξει. Ἐν συνεχείᾳ ἐξητάσθησαν καὶ ἕτεροι μάρτυρες, οἵτινες κατέθεσαν περὶ τῶν γεγονότων τῆς ἡμέρας ἐκείνης. Τὸ Δικαστήριον ἤκουσε μετὰ προσοχῆς τὰς καταθέσεις. Μετὰ τὴν διακοπὴν ἡ συνεδρίασις ἐπανελήφθη τὴν ἀπογευματινήν. Ἀνεγνώσθησαν τὰ ἔγγραφα τῆς δικογραφίας καὶ αἱ ἐκθέσεις τῆς ἀστυνομίας. Οἱ κατηγορούμενοι ἀπελογήθησαν διεξοδικῶς. Κατὰ τὴν ἀπολογίαν των ἰσχυρίσθησαν ὅτι οὐδεμίαν παράβασιν διέπραξαν καὶ ὅτι ἡ δρᾶσις των ἦτο ἀπολύτως νόμιμος, ἐντὸς τῶν πλαισίων τοῦ καταστατικοῦ τοῦ Κέντρου. Οἱ συνήγοροι ὑπερασπίσεως ἐζήτησαν τὴν ἀπαλλαγὴν τῶν πελατῶν των, ὑποστηρίξαντες ὅτι ἡ κατηγορία δὲν στηρίζεται εἰς βάσιμα στοιχεῖα. Τὸ ἀκροατήριον παρηκολούθησε μετὰ ζωηροῦ ἐνδιαφέροντος. Ἡ ἀπόφασις ἀναμένεται νὰ ἐκδοθῇ σήμερον τὴν μεσημβρίαν, μετὰ τὴν λῆξιν τῶν ἀγορεύσεων. Πληθὺς κόσμου ἀναμένεται νὰ προσέλθῃ πρὸ τοῦ Δικαστηρίου. Ἐν τῷ μεταξὺ ἡ ἀστυνομία ἔλαβε μέτρα διὰ τὴν τήρησιν τῆς τάξεως, καθ' ὅτι ἀναμένεται μεγάλη προσέλευσις ἐργατῶν. Οἱ ἐργάται τῆς πόλεως παρακολουθοῦν μετ' ἀγωνίας τὴν ἔκβασιν τῆς δίκης. Ἡ ὑπόθεσις αὕτη προεκάλεσε μεγάλην αἴσθησιν εἰς τοὺς ἐργατικοὺς κύκλους, οἵτινες θεωροῦν αὐτὴν ὡς ζήτημα ἀρχῆς διὰ τὴν ἐλευθερίαν τοῦ συνεταιρίζεσθαι. Πλεῖστοι δικηγόροι παρίσταντο κατὰ τὴν συζήτησιν. Ἡ αἴθουσα τοῦ Δικαστηρίου ἦτο ἀσφυκτικῶς πλήρης καθ' ὅλην τὴν διάρκειαν τῆς συνεδριάσεως. Ἐπὶ τέλους ὁ Πρόεδρος ἀνέβαλε τὴν συνέχειαν τῆς δίκης διὰ τὴν ἑπομένην, ὅτε θὰ ἀκουσθοῦν αἱ τελευταῖαι ἀγορεύσεις καὶ θὰ ἐκδοθῇ ἡ ἀπόφασις τοῦ Δικαστηρίου. Ὁ κ. Εἰσαγγελεὺς ἐν τῇ ἀγορεύσει του ἀνέπτυξε τὸ ἱστορικὸν τῆς ὑποθέσεως καὶ τοὺς λόγους διὰ τοὺς ὁποίους ἐζητήθη ἡ διάλυσις τοῦ Κέντρου, στηριζόμενος εἰς τὰ πορίσματα τῆς ἀνακρίσεως. Ἡ ὑπεράσπισις ἀντέτεινεν ὅτι τὸ Κέντρον ἐπεδίωκε μόνον τὴν βελτίωσιν τῶν ὅρων ἐργασίας τῶν μελῶν του καὶ οὐδόλως ἀπέβλεπεν εἰς σκοποὺς ἀντικειμένους εἰς τοὺς νόμους τοῦ Κράτους. Οἱ μάρτυρες ὑπερασπίσεως κατέθεσαν ὅτι αἱ συνεδριάσεις τοῦ Κέντρου ἐγίνοντο δημοσίᾳ καὶ ὅτι οὐδέποτε ἐλήφθησαν ἀποφάσεις ἀντιβαίνουσαι εἰς τὴν ἔννομον τάξιν. Τινὲς ἐξ αὐτῶν εἶναι ἐργάται καπνοβιομηχανίας. Μετὰ τὸ πέρας τῶν καταθέσεων ὁ λόγος ἐδόθη εἰς τοὺς συνηγόρους, οἵτινες ὡμίλησαν ἐπὶ μακρόν. Ἡ δίκη διεκόπη τὴν ἑσπέραν λόγῳ τοῦ προκεχωρημένου τῆς ὥρας. Ἡ ἀπόφασις τοῦ Δικαστηρίου θὰ δημοσιευθῇ εἰς τὸ αὐριανὸν φύλλον μας μετὰ λεπτομερειῶν. Οἱ ἀναγνῶσται θὰ ἔχουν οὕτω πλήρη εἰκόνα τῆς ὅλης ὑποθέσεως. Κατὰ τὴν ἔξοδον ἐκ τῆς αἰθούσης οἱ κατηγορούμενοι ἐγένοντο δεκτοὶ μὲ ἐκδηλώσεις συμπαθείας ὑπὸ τῶν συναδέλφων των, οἱ ὁποῖοι εἶχον συγκεντρωθῆ ἐκτὸς τοῦ Δικαστικοῦ Μεγάρου. Ἡ ἀστυνομία διέλυσε τὴν συγκέντρωσιν ἄνευ ἐπεισοδίων. Ἡ τάξις διετηρήθη καθ' ὅλην τὴν ἡμέραν εἰς τὴν πόλιν. ΓΕΝΙΚΗ ΔΙΕΥΘΥΝΣΙΣ ΕΠΟΙΚΙΣΜΟΥ ΕΠΑΝΑΛΗΠΤΙΚΗ ΔΗΜΟΠΡΑΣΙΑ Ἐπαναλαμβάνεται ἡ δημοπρασία διὰ τὴν ἐκποίησιν τῶν εἰδῶν τῆς Γενικῆς Διευθύνσεως Ἐποικισμοῦ τὴν 23ην τρέχοντος ἡμέραν Παρασκευὴν καὶ ὥραν 11 π. μ. εἰς τὰ γραφεῖα τῆς Διευθύνσεως. Οἱ βουλόμενοι νὰ λάβωσι μέρος δέον νὰ καταθέσωσιν ἐγγύησιν ἴσην πρὸς τὸ 10% τῆς ἀξίας. Οἱ ὅροι τῆς δημοπρασίας εὑρίσκονται κατατεθειμένοι εἰς τὰ γραφεῖα μας. Ἐκ τῆς Γ. Δ. Ε. Μ. ΑΠΩΛΕΣΘΗ τὸ ὑπ' ἀριθ. 30 πλοῖον τῆς ὁδοῦ Καμαρελλι. Ὁ εὑρὼν παρακαλεῖται νὰ τὸ παραδώσῃ εἰς τὰ γραφεῖα τῆς ἐφημερίδος. — [676, 89, 878, 1790]
